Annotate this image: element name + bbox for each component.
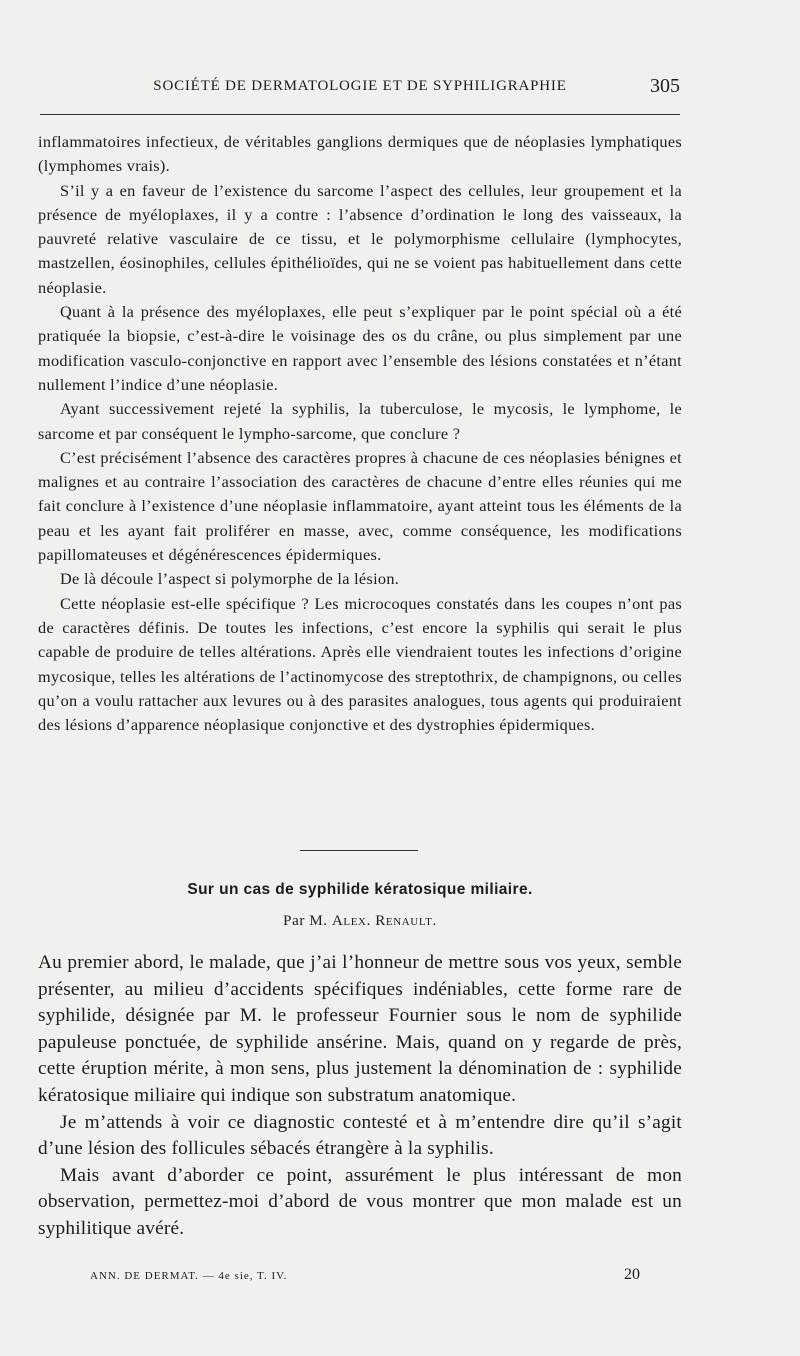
paragraph: Ayant successivement rejeté la syphilis, la tuberculose, le mycosis, le lymphome, le sarcome et par conséquent le lympho-sarcome, que conclure ?	[38, 399, 682, 443]
paragraph: Cette néoplasie est-elle spécifique ? Les microcoques constatés dans les coupes n’ont pas de caractères définis. De toutes les infections, c’est encore la syphilis qui serait le plus capable de produire de telles altérations. Après elle viendraient toutes les infections d’origine mycosique, telles les altérations de l’actinomycose des streptothrix, de champignons, ou celles qu’on a voulu rattacher aux levures ou à des parasites analogues, tous agents qui produiraient des lésions d’apparence néoplasique conjonctive et des dystrophies épidermiques.	[38, 593, 682, 735]
paragraph: inflammatoires infectieux, de véritables ganglions dermiques que de néoplasies lymphatiques (lymphomes vrais).	[38, 132, 682, 176]
article-title: Sur un cas de syphilide kératosique miliaire.	[187, 881, 533, 898]
paragraph: Mais avant d’aborder ce point, assurément le plus intéressant de mon observation, permettez-moi d’abord de vous montrer que mon malade est un syphilitique avéré.	[38, 1164, 682, 1239]
article-text	[38, 950, 682, 1243]
byline-prefix: Par M.	[283, 913, 328, 929]
page-number: 305	[650, 75, 680, 97]
header-rule	[40, 114, 680, 115]
byline	[38, 913, 682, 930]
section-separator	[300, 850, 418, 851]
paragraph: De là découle l’aspect si polymorphe de la lésion.	[60, 569, 400, 589]
paragraph: C’est précisément l’absence des caractères propres à chacune de ces néoplasies bénignes et malignes et au contraire l’association des caractères de chacune d’entre elles réunies qui me fait conclure à l’existence d’une néoplasie inflammatoire, ayant atteint tous les éléments de la peau et les ayant fait proliférer en masse, avec, comme conséquence, les modifications papillomateuses et dégénérescences épidermiques.	[38, 447, 682, 565]
running-head	[40, 75, 680, 100]
journal-reference: ANN. DE DERMAT. — 4e sie, T. IV.	[90, 1270, 288, 1282]
paragraph: Je m’attends à voir ce diagnostic contesté et à m’entendre dire qu’il s’agit d’une lésion des follicules sébacés étrangère à la syphilis.	[38, 1111, 682, 1160]
preceding-article-text	[38, 130, 682, 737]
page-footer	[90, 1268, 640, 1286]
paragraph: Quant à la présence des myéloplaxes, elle peut s’expliquer par le point spécial où a été pratiquée la biopsie, c’est-à-dire le voisinage des os du crâne, ou plus simplement par une modification vasculo-conjonctive en rapport avec l’ensemble des lésions constatées et n’étant nullement l’indice d’une néoplasie.	[38, 302, 682, 394]
signature-mark: 20	[624, 1266, 640, 1283]
paragraph: Au premier abord, le malade, que j’ai l’honneur de mettre sous vos yeux, semble présenter, au milieu d’accidents spécifiques indéniables, cette forme rare de syphilide, désignée par M. le professeur Fournier sous le nom de syphilide papuleuse ponctuée, de syphilide ansérine. Mais, quand on y regarde de près, cette éruption mérite, à mon sens, plus justement la dénomination de : syphilide kératosique miliaire qui indique son substratum anatomique.	[38, 952, 682, 1106]
author-name: Alex. Renault.	[331, 913, 437, 929]
paragraph: S’il y a en faveur de l’existence du sarcome l’aspect des cellules, leur groupement et la présence de myéloplaxes, il y a contre : l’absence d’ordination le long des vaisseaux, la pauvreté relative vasculaire de ce tissu, et le polymorphisme cellulaire (lymphocytes, mastzellen, éosinophiles, cellules épithélioïdes, qui ne se voient pas habituellement dans cette néoplasie.	[38, 180, 682, 297]
running-title: SOCIÉTÉ DE DERMATOLOGIE ET DE SYPHILIGRAPHIE	[153, 78, 567, 94]
